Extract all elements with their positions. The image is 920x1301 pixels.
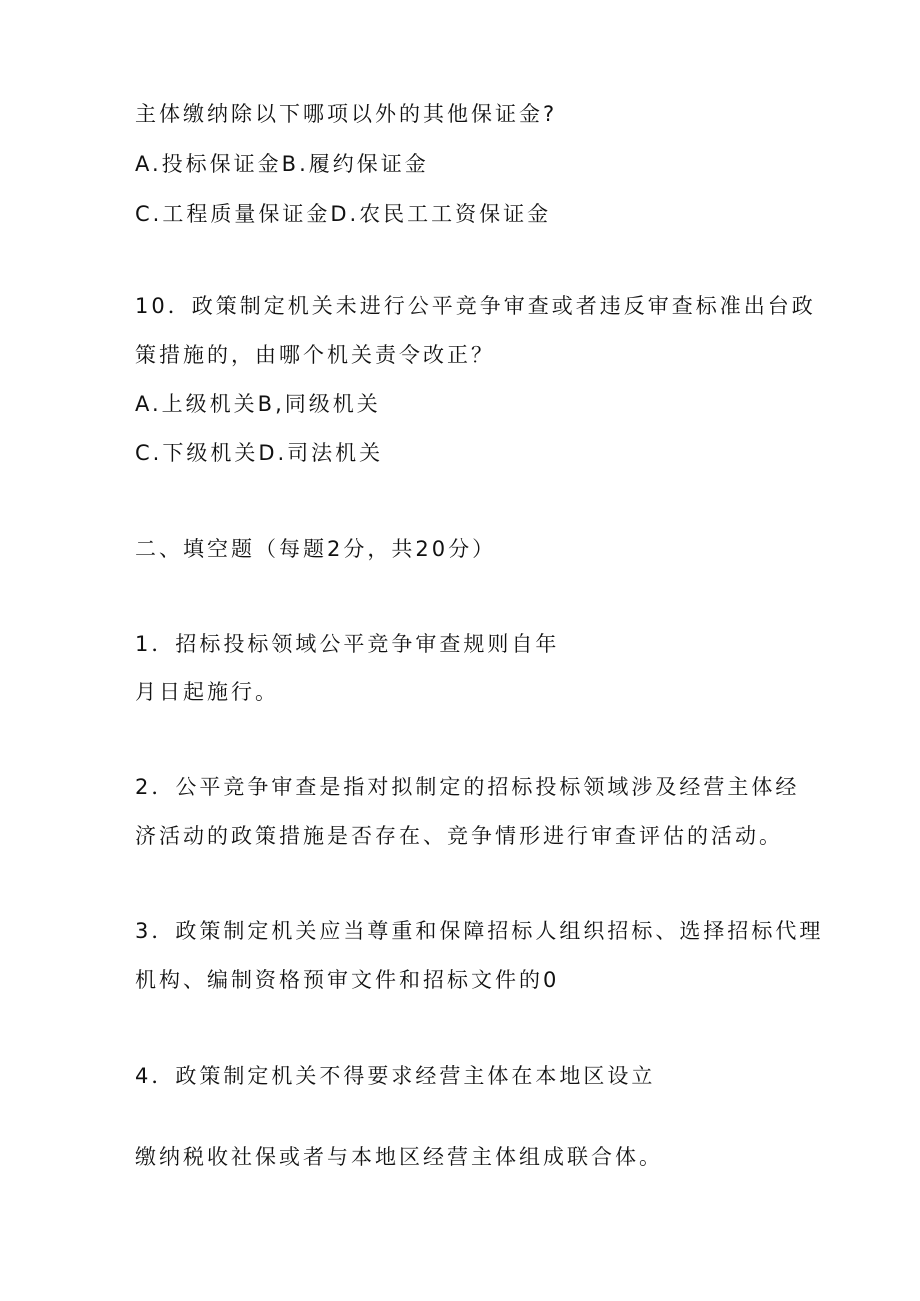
blank-question-2-line-2: 济活动的政策措施是否存在、竞争情形进行审查评估的活动。 (135, 824, 783, 848)
question-10-options-cd: C.下级机关D.司法机关 (135, 441, 384, 465)
blank-question-4-line-2: 缴纳税收社保或者与本地区经营主体组成联合体。 (135, 1145, 663, 1169)
question-10-options-ab: A.上级机关B,同级机关 (135, 392, 381, 416)
section-heading-fill-in-blank: 二、填空题（每题2分，共20分） (135, 537, 497, 561)
question-9-options-ab: A.投标保证金B.履约保证金 (135, 152, 429, 176)
blank-question-3-line-1: 3．政策制定机关应当尊重和保障招标人组织招标、选择招标代理 (135, 919, 824, 943)
blank-question-3-line-2: 机构、编制资格预审文件和招标文件的0 (135, 968, 560, 992)
question-10-stem-line-1: 10．政策制定机关未进行公平竞争审查或者违反审查标准出台政 (135, 294, 816, 318)
question-9-stem-continued: 主体缴纳除以下哪项以外的其他保证金? (135, 102, 558, 126)
blank-question-1-line-1: 1．招标投标领域公平竞争审查规则自年 (135, 632, 560, 656)
blank-question-2-line-1: 2．公平竞争审查是指对拟制定的招标投标领域涉及经营主体经 (135, 775, 800, 799)
blank-question-1-line-2: 月日起施行。 (135, 680, 279, 704)
blank-question-4-line-1: 4．政策制定机关不得要求经营主体在本地区设立 (135, 1064, 656, 1088)
question-9-options-cd: C.工程质量保证金D.农民工工资保证金 (135, 202, 552, 226)
question-10-stem-line-2: 策措施的，由哪个机关责令改正？ (135, 343, 495, 367)
